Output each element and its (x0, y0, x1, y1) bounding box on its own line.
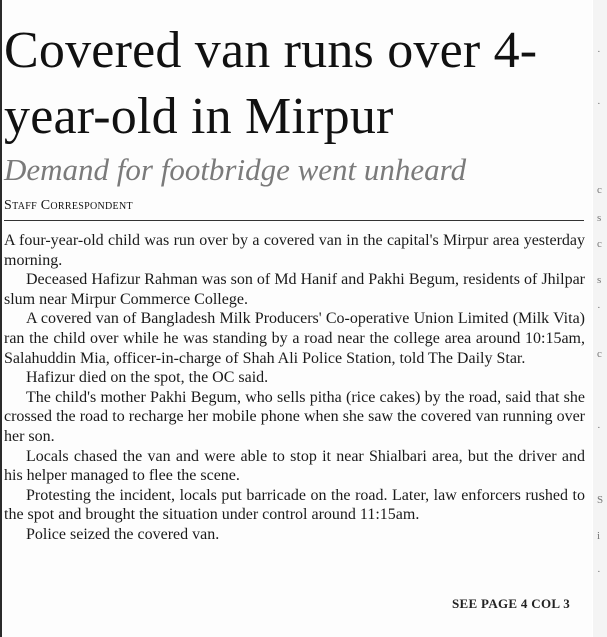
paragraph: A four-year-old child was run over by a covered van in the capital's Mirpur area yesterday morning. (4, 232, 585, 269)
edge-fragment: s (597, 274, 602, 286)
paragraph: The child's mother Pakhi Begum, who sells pitha (rice cakes) by the road, said that she crossed the road to recharge her mobile phone when she saw the covered van running over her son. (4, 388, 585, 445)
edge-fragment: s (597, 212, 602, 224)
paragraph: A covered van of Bangladesh Milk Producers' Co-operative Union Limited (Milk Vita) ran the child over while he was standing by a road near the college area around 10:15am, Salahuddin Mia, officer-in-charge of Shah Ali Police Station, told The Daily Star. (4, 310, 585, 367)
edge-fragment: S (597, 494, 604, 506)
paragraph: Hafizur died on the spot, the OC said. (26, 369, 269, 387)
continuation-line: SEE PAGE 4 COL 3 (452, 596, 570, 611)
paragraph: Deceased Hafizur Rahman was son of Md Hanif and Pakhi Begum, residents of Jhilpar slum near Mirpur Commerce College. (4, 271, 585, 308)
paragraph: Protesting the incident, locals put barricade on the road. Later, law enforcers rushed to the spot and brought the situation under control around 11:15am. (4, 486, 585, 524)
edge-fragment: · (597, 302, 601, 314)
paragraph: Locals chased the van and were able to stop it near Shialbari area, but the driver and his helper managed to flee the scene. (4, 447, 585, 485)
paragraph: Police seized the covered van. (26, 525, 220, 543)
headline: Covered van runs over 4-year-old in Mirpur (4, 22, 538, 145)
edge-fragment: c (597, 184, 602, 196)
edge-fragment: · (597, 422, 601, 434)
edge-fragment: c (597, 348, 602, 360)
edge-fragment: i (597, 530, 601, 542)
subheadline: Demand for footbridge went unheard (4, 152, 467, 187)
edge-fragment: · (597, 566, 601, 578)
column-edge-rule (0, 0, 2, 637)
article-body (4, 231, 585, 545)
byline: Staff Correspondent (4, 198, 133, 213)
byline-divider (4, 220, 584, 221)
edge-fragment: · (597, 46, 601, 58)
edge-fragment: · (597, 98, 601, 110)
edge-fragment: c (597, 238, 602, 250)
adjacent-column-edge (593, 0, 607, 637)
